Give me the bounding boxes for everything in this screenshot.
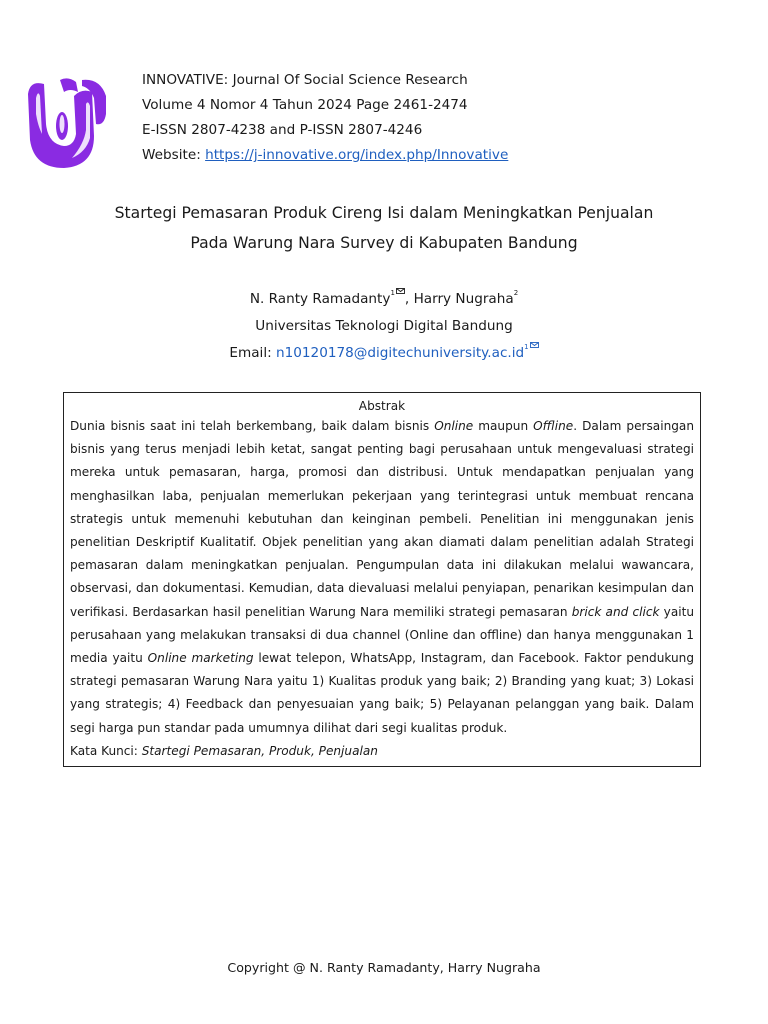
website-link[interactable]: https://j-innovative.org/index.php/Innovative — [205, 147, 509, 163]
journal-website — [142, 143, 508, 168]
website-label: Website: — [142, 147, 206, 163]
email-line — [60, 340, 708, 367]
email-label: Email: — [229, 345, 276, 361]
author-block — [60, 286, 708, 367]
journal-logo-icon — [20, 74, 112, 174]
journal-header — [142, 68, 508, 168]
abstract-body — [70, 415, 694, 740]
keywords-value: Startegi Pemasaran, Produk, Penjualan — [141, 743, 378, 758]
copyright-footer: Copyright @ N. Ranty Ramadanty, Harry Nugraha — [227, 960, 541, 975]
abstract-italic-term: brick and click — [571, 604, 660, 619]
author-separator: , — [404, 291, 414, 307]
author-1: N. Ranty Ramadanty — [249, 291, 391, 307]
email-link[interactable]: n10120178@digitechuniversity.ac.id — [276, 345, 525, 361]
author-1-sup: 1 — [390, 289, 395, 297]
journal-volume: Volume 4 Nomor 4 Tahun 2024 Page 2461-2474 — [142, 97, 468, 113]
abstract-italic-term: Offline — [533, 419, 574, 433]
abstract-italic-term: Online — [434, 419, 474, 433]
abstract-heading: Abstrak — [358, 399, 406, 413]
abstract-text: lewat telepon, WhatsApp, Instagram, dan Facebook. Faktor pendukung strategi pemasaran Warung Nara yaitu 1) Kualitas produk yang baik; 2) Branding yang kuat; 3) Lokasi yang strategis; 4) Feedback dan penyesuaian yang baik; 5) Pelayanan pelanggan yang baik. Dalam segi harga pun standar pada umumnya dilihat dari segi kualitas produk. — [70, 651, 695, 735]
abstract-italic-term: Online marketing — [147, 651, 254, 666]
abstract-text: . Dalam persaingan bisnis yang terus menjadi lebih ketat, sangat penting bagi perusahaan untuk mengevaluasi strategi mereka untuk pemasaran, harga, promosi dan distribusi. Untuk mendapatkan penjualan yang menghasilkan laba, penjualan memerlukan pekerjaan yang terintegrasi untuk membuat rencana strategis untuk memenuhi kebutuhan dan keinginan pembeli. Penelitian ini menggunakan jenis penelitian Deskriptif Kualitatif. Objek penelitian yang akan diamati dalam penelitian adalah Strategi pemasaran dalam meningkatkan penjualan. Pengumpulan data ini dilakukan melalui wawancara, observasi, dan dokumentasi. Kemudian, data dievaluasi melalui penyiapan, penarikan kesimpulan dan verifikasi. Berdasarkan hasil penelitian Warung Nara memiliki strategi pemasaran — [70, 419, 694, 619]
paper-title — [60, 198, 708, 258]
keywords-line — [70, 740, 694, 762]
author-2: Harry Nugraha — [413, 291, 514, 307]
affiliation: Universitas Teknologi Digital Bandung — [255, 318, 513, 334]
title-line-1: Startegi Pemasaran Produk Cireng Isi dalam Meningkatkan Penjualan — [114, 204, 654, 222]
keywords-label: Kata Kunci: — [70, 743, 142, 758]
email-sup: 1 — [524, 343, 529, 351]
title-line-2: Pada Warung Nara Survey di Kabupaten Bandung — [190, 234, 578, 252]
abstract-text: Dunia bisnis saat ini telah berkembang, baik dalam bisnis — [70, 419, 435, 433]
author-2-sup: 2 — [513, 289, 519, 297]
journal-name: INNOVATIVE: Journal Of Social Science Research — [142, 72, 468, 88]
abstract-box — [63, 392, 701, 767]
abstract-text: maupun — [473, 419, 534, 433]
author-line — [60, 286, 708, 313]
mail-icon — [530, 342, 539, 348]
abstract-text: yaitu perusahaan yang melakukan transaksi di dua channel (Online dan offline) dan hanya menggunakan 1 media yaitu — [70, 604, 695, 666]
journal-logo — [20, 74, 112, 174]
journal-issn: E-ISSN 2807-4238 and P-ISSN 2807-4246 — [142, 122, 423, 138]
mail-icon — [396, 288, 405, 294]
